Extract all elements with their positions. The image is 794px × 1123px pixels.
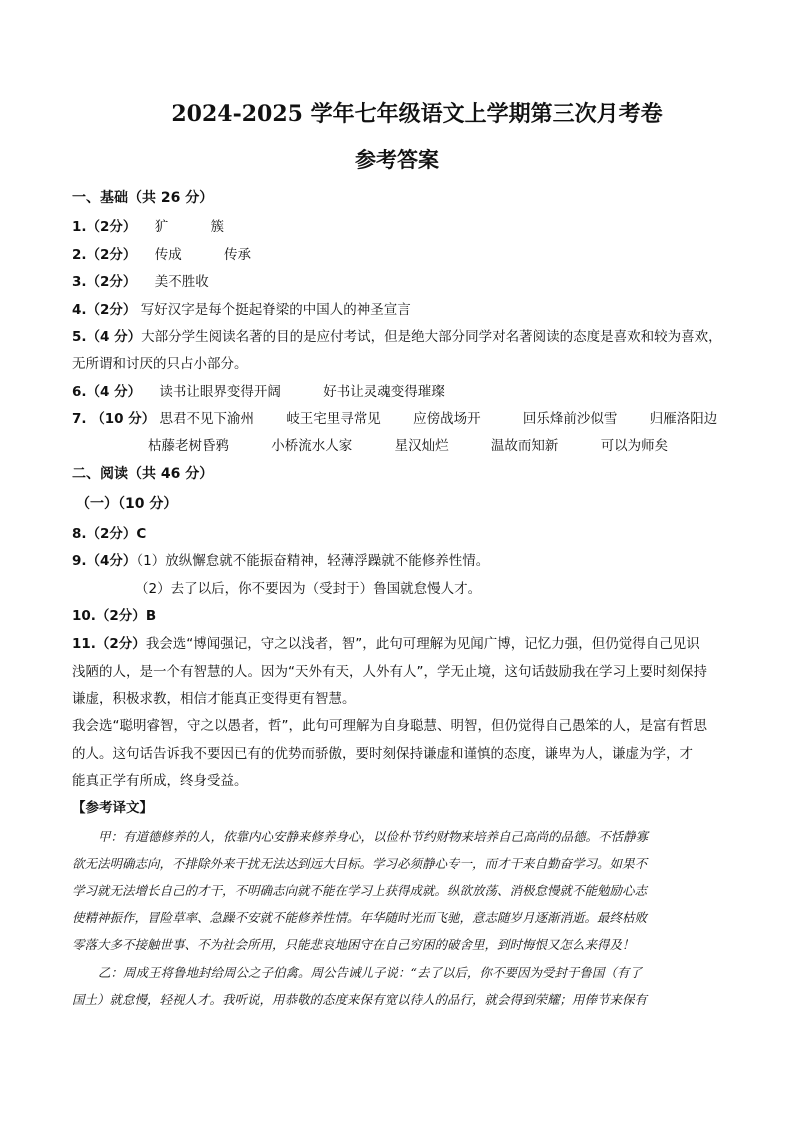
answer-q11-p1-line1 xyxy=(72,634,700,654)
answer-q1 xyxy=(72,217,224,237)
answer-text: （1）放纵懈怠就不能振奋精神，轻薄浮躁就不能修养性情。 xyxy=(136,553,490,569)
page-subtitle: 参考答案 xyxy=(355,147,439,172)
question-number: 5.（4 分） xyxy=(72,329,142,345)
answer-q8 xyxy=(72,524,146,544)
translation-jia-line: 零落大多不接触世事、不为社会所用，只能悲哀地困守在自己穷困的破舍里，到时悔恨又怎么来得及！ xyxy=(72,937,635,952)
answer-q11-p1-line3: 谦虚，积极求教，相信才能真正变得更有智慧。 xyxy=(72,691,356,707)
question-number: 2.（2分） xyxy=(72,247,137,263)
answer-q5-line2: 无所谓和讨厌的只占小部分。 xyxy=(72,356,248,372)
answer-q11-p2-line2: 的人。这句话告诉我不要因已有的优势而骄傲，要时刻保持谦虚和谨慎的态度，谦卑为人，谦虚为学，才 xyxy=(72,746,693,762)
question-number: 3.（2分） xyxy=(72,274,137,290)
poem-line: 星汉灿烂 xyxy=(394,438,449,454)
translation-jia-line: 甲：有道德修养的人，依靠内心安静来修养身心，以俭朴节约财物来培养自己高尚的品德。不恬静寡 xyxy=(98,829,649,844)
translation-jia-line: 使精神振作，冒险草率、急躁不安就不能修养性情。年华随时光而飞驰，意志随岁月逐渐消逝。最终枯败 xyxy=(72,910,648,925)
answer-text: 大部分学生阅读名著的目的是应付考试，但是绝大部分同学对名著阅读的态度是喜欢和较为喜欢， xyxy=(141,329,722,345)
answer-text: 美不胜收 xyxy=(154,274,209,290)
answer-text: B xyxy=(145,608,157,624)
answer-text: 读书让眼界变得开阔 xyxy=(159,384,281,400)
translation-jia-line: 欲无法明确志向，不排除外来干扰无法达到远大目标。学习必须静心专一，而才干来自勤奋学习。如果不 xyxy=(72,856,648,871)
poem-line: 可以为师矣 xyxy=(600,438,669,454)
answer-q9-line2: （2）去了以后，你不要因为（受封于）鲁国就怠慢人才。 xyxy=(135,581,482,597)
answer-text: 犷 xyxy=(154,219,169,235)
question-number: 11.（2分） xyxy=(72,636,146,652)
section-heading-basics: 一、基础（共 26 分） xyxy=(72,190,214,206)
poem-line: 归雁洛阳边 xyxy=(649,411,718,427)
answer-text: 我会选“博闻强记，守之以浅者，智”，此句可理解为见闻广博，记忆力强，但仍觉得自己见识 xyxy=(145,636,700,652)
answer-text: 写好汉字是每个挺起脊梁的中国人的神圣宣言 xyxy=(140,302,411,318)
answer-q5-line1 xyxy=(72,327,722,347)
answer-text: 簇 xyxy=(210,219,225,235)
question-number: 10.（2分） xyxy=(72,608,146,624)
question-number: 4.（2分） xyxy=(72,302,137,318)
poem-line: 枯藤老树昏鸦 xyxy=(148,438,229,454)
poem-line: 小桥流水人家 xyxy=(271,438,353,454)
translation-heading: 【参考译文】 xyxy=(72,800,153,816)
poem-line: 思君不见下渝州 xyxy=(159,411,255,427)
answer-text: 传成 xyxy=(154,247,182,263)
question-number: 8.（2分） xyxy=(72,526,137,542)
question-number: 6.（4 分） xyxy=(72,384,142,400)
answer-q4 xyxy=(72,300,411,320)
question-number: 7. （10 分） xyxy=(72,411,156,427)
translation-yi-line: 乙：周成王将鲁地封给周公之子伯禽。周公告诫儿子说：“去了以后，你不要因为受封于鲁国（有了 xyxy=(98,965,642,980)
answer-q7-row1 xyxy=(72,409,717,429)
translation-jia-line: 学习就无法增长自己的才干，不明确志向就不能在学习上获得成就。纵欲放荡、消极怠慢就不能勉励心志 xyxy=(72,883,648,898)
translation-yi-line: 国土）就怠慢，轻视人才。我听说，用恭敬的态度来保有宽以待人的品行，就会得到荣耀；用俸节来保有 xyxy=(72,992,648,1007)
section-heading-reading: 二、阅读（共 46 分） xyxy=(72,466,214,482)
answer-text: C xyxy=(136,526,147,542)
answer-q6 xyxy=(72,382,445,402)
answer-q10 xyxy=(72,606,156,626)
page-title: 2024-2025 学年七年级语文上学期第三次月考卷 xyxy=(171,101,663,127)
poem-line: 温故而知新 xyxy=(490,438,559,454)
question-number: 1.（2分） xyxy=(72,219,137,235)
poem-line: 岐王宅里寻常见 xyxy=(286,411,381,427)
poem-line: 应傍战场开 xyxy=(413,411,481,427)
answer-text: 好书让灵魂变得璀璨 xyxy=(323,384,445,400)
answer-q9-line1 xyxy=(72,551,489,571)
answer-text: 传承 xyxy=(224,247,252,263)
answer-q7-row2 xyxy=(148,436,668,456)
answer-q11-p1-line2: 浅陋的人，是一个有智慧的人。因为“天外有天，人外有人”，学无止境，这句话鼓励我在学习上要时刻保持 xyxy=(72,664,707,680)
answer-q3 xyxy=(72,272,209,292)
answer-q2 xyxy=(72,245,251,265)
answer-q11-p2-line1: 我会选“聪明睿智，守之以愚者，哲”，此句可理解为自身聪慧、明智，但仍觉得自己愚笨的人，是富有哲思 xyxy=(72,718,707,734)
poem-line: 回乐烽前沙似雪 xyxy=(522,411,618,427)
subsection-heading: （一）（10 分） xyxy=(76,496,178,512)
answer-q11-p2-line3: 能真正学有所成，终身受益。 xyxy=(72,773,248,789)
question-number: 9.（4分） xyxy=(72,553,137,569)
